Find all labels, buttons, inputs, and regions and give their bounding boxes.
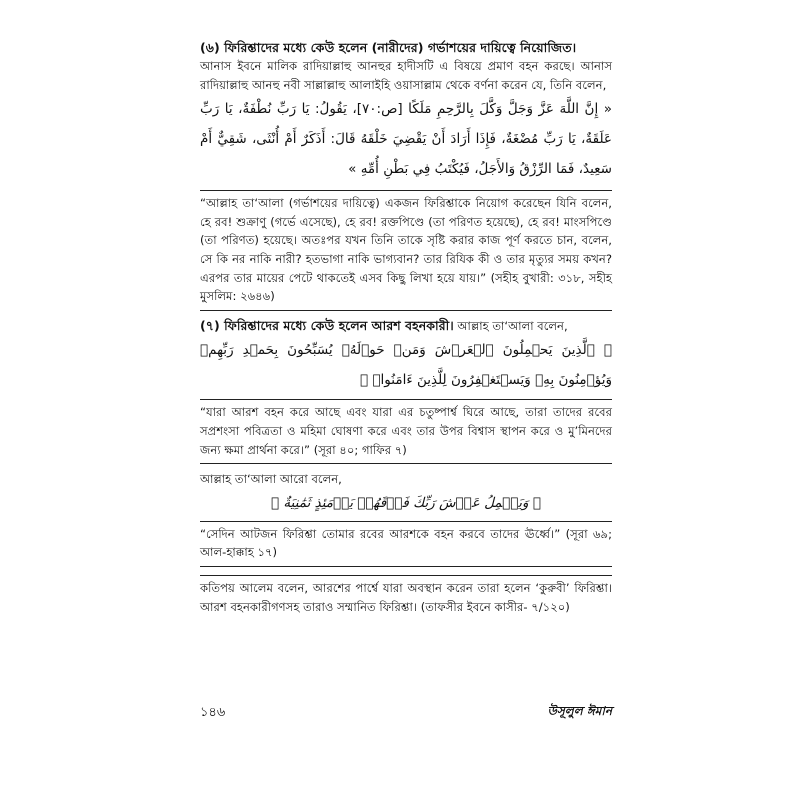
hadith-translation-box [200, 190, 612, 311]
book-page [200, 38, 612, 738]
commentary-text: কতিপয় আলেম বলেন, আরশের পার্শ্বে যারা অবস্থান করেন তারা হলেন ‘কুরুবী’ ফিরিশ্তা। আরশ বহনকারীগণসহ তারাও সম্মানিত ফিরিশ্তা। (তাফসীর ইবনে কাসীর- ৭/১২০) [200, 580, 612, 614]
verse-translation-box [200, 399, 612, 464]
section-6-intro: আনাস ইবনে মালিক রাদিয়াল্লাহু আনহুর হাদীসটি এ বিষয়ে প্রমাণ বহন করছে। আনাস রাদিয়াল্লাহু আনহু নবী সাল্লাল্লাহু আলাইহি ওয়াসাল্লাম থেকে বর্ণনা করেন যে, তিনি বলেন, [200, 59, 612, 92]
verse-2-translation: “সেদিন আটজন ফিরিশ্তা তোমার রবের আরশকে বহন করবে তাদের ঊর্ধ্বে।” (সূরা ৬৯; আল-হাক্কাহ ১৭) [200, 526, 612, 560]
page-number: ১৪৬ [200, 704, 226, 720]
section-7-intro-2: আল্লাহ তা‘আলা আরো বলেন, [200, 472, 342, 487]
verse-2-translation-box [200, 521, 612, 567]
hadith-arabic: « إِنَّ اللَّهَ عَزَّ وَجَلَّ وَكَّلَ بِالرَّحِمِ مَلَكًا [ص:٧٠]، يَقُولُ: يَا رَبِّ نُطْفَةٌ، يَا رَبِّ عَلَقَةٌ، يَا رَبِّ مُضْغَةٌ، فَإِذَا أَرَادَ أَنْ يَقْضِيَ خَلْقَهُ قَالَ: أَذَكَرٌ أَمْ أُنْثَى، شَقِيٌّ أَمْ سَعِيدٌ، فَمَا الرِّزْقُ وَالأَجَلُ، فَيُكْتَبُ فِي بَطْنِ أُمِّهِ » [200, 101, 612, 178]
hadith-translation: “আল্লাহ তা‘আলা (গর্ভাশয়ের দায়িত্বে) একজন ফিরিশ্তাকে নিয়োগ করেছেন যিনি বলেন, হে রব! শুক্রাণু (গর্ভে এসেছে), হে রব! রক্তপিণ্ডে (তা পরিণত হয়েছে), হে রব! মাংসপিণ্ডে (তা পরিণত) হয়েছে। অতঃপর যখন তিনি তাকে সৃষ্টি করার কাজ পূর্ণ করতে চান, বলেন, সে কি নর নাকি নারী? হতভাগা নাকি ভাগ্যবান? তার রিযিক কী ও তার মৃত্যুর সময় কখন? এরপর তার মায়ের পেটে থাকতেই এসব কিছু লিখা হয়ে যায়।” (সহীহ বুখারী: ৩১৮, সহীহ মুসলিম: ২৬৪৬) [200, 196, 612, 304]
section-7-heading-tail: আল্লাহ তা‘আলা বলেন, [453, 318, 568, 333]
book-title: উসূলুল ঈমান [547, 704, 612, 718]
section-7-heading: (৭) ফিরিশ্তাদের মধ্যে কেউ হলেন আরশ বহনকারী। [200, 317, 454, 333]
quran-verse-40-7: ﴿ ٱلَّذِينَ يَحۡمِلُونَ ٱلۡعَرۡشَ وَمَنۡ حَوۡلَهُۥ يُسَبِّحُونَ بِحَمۡدِ رَبِّهِمۡ وَيُؤۡمِنُونَ بِهِۦ وَيَسۡتَغۡفِرُونَ لِلَّذِينَ ءَامَنُوا۟ ﴾ [200, 342, 612, 389]
page-footer [200, 703, 612, 723]
quran-verse-69-17: ﴿ وَيَحۡمِلُ عَرۡشَ رَبِّكَ فَوۡقَهُمۡ يَوۡمَئِذٍ ثَمَٰنِيَةٌ ﴾ [271, 494, 541, 511]
section-6-heading: (৬) ফিরিশ্তাদের মধ্যে কেউ হলেন (নারীদের) গর্ভাশয়ের দায়িত্বে নিয়োজিত। [200, 40, 577, 55]
section-7-heading-line [200, 317, 612, 336]
commentary-box [200, 575, 612, 620]
verse-translation: “যারা আরশ বহন করে আছে এবং যারা এর চতুষ্পার্শ্ব ঘিরে আছে, তারা তাদের রবের সপ্রশংসা পবিত্রতা ও মহিমা ঘোষণা করে এবং তার উপর বিশ্বাস স্থাপন করে ও মু’মিনদের জন্য ক্ষমা প্রার্থনা করে।” (সূরা ৪০; গাফির ৭) [200, 405, 612, 457]
